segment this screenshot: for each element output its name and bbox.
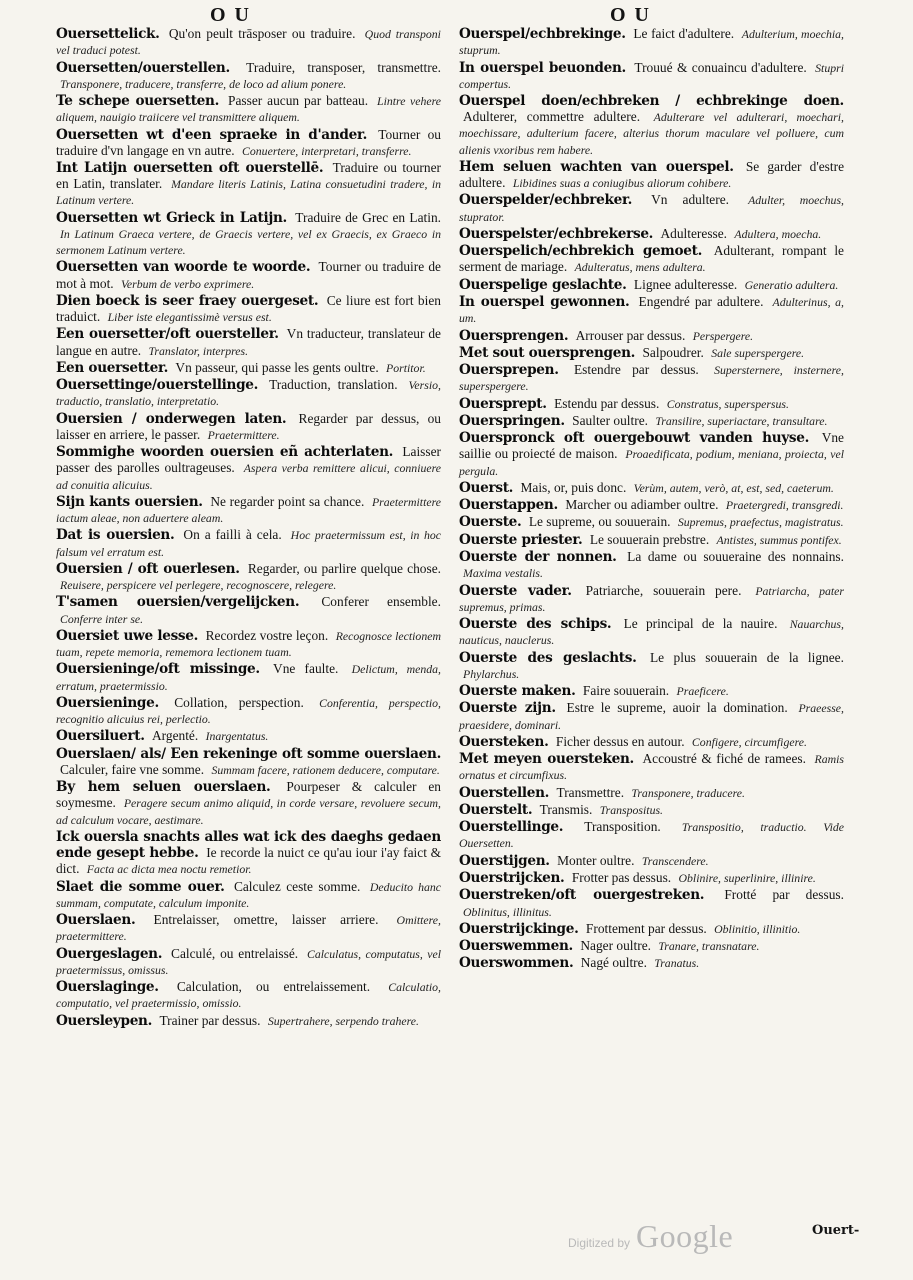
dictionary-entry (56, 912, 441, 944)
french-definition: Le principal de la nauire. (623, 616, 778, 632)
dictionary-entry (459, 93, 844, 158)
headword: Ouerstellinge. (459, 819, 564, 836)
catchword: Ouert- (812, 1223, 860, 1238)
latin-equivalent: Oblinitio, illinitio. (714, 921, 801, 936)
french-definition: Entrelaisser, omettre, laisser arriere. (153, 912, 379, 928)
headword: Ouerslaginge. (56, 979, 159, 996)
latin-equivalent: Liber iste elegantissimè versus est. (107, 310, 272, 325)
french-definition: Collation, perspection. (174, 694, 304, 710)
dictionary-entry (56, 26, 441, 58)
latin-equivalent: Hoc praetermissum est, in hoc falsum vel erratum est. (56, 528, 441, 559)
headword: Ouerslaen. (56, 912, 136, 929)
headword: Ouersiluert. (56, 728, 145, 745)
headword: Ouerswemmen. (459, 938, 573, 955)
dictionary-entry (459, 413, 844, 429)
headword: Ouersiet uwe lesse. (56, 627, 199, 644)
dictionary-entry (459, 226, 844, 242)
latin-equivalent: Conferentia, perspectio, recognitio alicuius rei, perlectio. (56, 695, 441, 727)
dictionary-entry (56, 661, 441, 693)
headword: Ouerspelich/echbrekich gemoet. (459, 243, 703, 260)
latin-equivalent: Nauarchus, nauticus, nauclerus. (459, 617, 844, 648)
dictionary-entry (459, 583, 844, 615)
dictionary-entry (459, 345, 844, 361)
dictionary-entry (459, 497, 844, 513)
latin-equivalent: Recognosce lectionem tuam, repete memoria, rememora lectionem tuam. (56, 628, 441, 660)
headword: Ouerstreken/oft ouergestreken. (459, 887, 705, 904)
french-definition: Trouué & conuaincu d'adultere. (634, 59, 807, 75)
dictionary-entry (56, 561, 441, 593)
french-definition: Monter oultre. (557, 852, 635, 868)
french-definition: On a failli à cela. (183, 527, 282, 543)
right-column (459, 26, 844, 973)
french-definition: Recordez vostre leçon. (205, 627, 329, 643)
latin-equivalent: Praeesse, praesidere, dominari. (459, 701, 844, 732)
dictionary-entry (459, 532, 844, 548)
dictionary-entry (459, 650, 844, 682)
french-definition: Calculé, ou entrelaissé. (171, 945, 299, 961)
headword: Ouersprengen. (459, 327, 569, 344)
latin-equivalent: Delictum, menda, erratum, praetermissio. (56, 662, 441, 693)
french-definition: Estendre par dessus. (573, 362, 699, 378)
french-definition: Adulterant, rompant le serment de mariage. (459, 243, 844, 275)
french-definition: Ne regarder point sa chance. (210, 493, 365, 509)
headword: Ouerspelige geslachte. (459, 276, 627, 293)
french-definition: Arrouser par dessus. (575, 327, 686, 343)
headword: Ouersprept. (459, 395, 547, 412)
headword: Ouersieninge. (56, 694, 159, 711)
headword: Een ouersetter/oft ouersteller. (56, 326, 279, 343)
dictionary-entry (459, 938, 844, 954)
french-definition: Nagé oultre. (580, 955, 647, 971)
headword: Ouerstelt. (459, 801, 533, 818)
headword: Ouerste maken. (459, 683, 576, 700)
headword: Ouersleypen. (56, 1012, 153, 1029)
latin-equivalent: Calculatio, computatio, vel praetermissio, omissio. (56, 980, 441, 1011)
latin-equivalent: Configere, circumfigere. (691, 734, 807, 749)
headword: Ouerste. (459, 514, 522, 531)
french-definition: Traduire de Grec en Latin. (295, 209, 441, 225)
latin-equivalent: Omittere, praetermittere. (56, 913, 441, 944)
headword: Ouerste des schips. (459, 616, 612, 633)
latin-equivalent: In Latinum Graeca vertere, de Graecis vertere, vel ex Graecis, ex Graeco in sermonem Latinum vertere. (56, 226, 441, 258)
dictionary-entry (56, 60, 441, 92)
dictionary-entry (459, 26, 844, 58)
dictionary-entry (459, 683, 844, 699)
dictionary-entry (56, 293, 441, 325)
dictionary-entry (56, 628, 441, 660)
headword: Te schepe ouersetten. (56, 93, 220, 109)
dictionary-entry (459, 955, 844, 971)
latin-equivalent: Quod transponi vel traduci potest. (56, 27, 441, 58)
headword: T'samen ouersien/vergelijcken. (56, 594, 300, 611)
latin-equivalent: Supremus, praefectus, magistratus. (677, 515, 844, 530)
latin-equivalent: Conuertere, interpretari, transferre. (242, 143, 412, 158)
headword: Hem seluen wachten van ouerspel. (459, 158, 734, 175)
latin-equivalent: Perspergere. (692, 328, 754, 343)
latin-equivalent: Generatio adultera. (744, 277, 839, 292)
french-definition: Vne saillie ou proiecté de maison. (459, 430, 844, 462)
headword: Ouersien / oft ouerlesen. (56, 560, 240, 577)
latin-equivalent: Tranatus. (654, 956, 700, 971)
french-definition: Estendu par dessus. (554, 395, 660, 411)
dictionary-entry (56, 360, 441, 376)
latin-equivalent: Praetergredi, transgredi. (725, 498, 844, 513)
headword: Int Latijn ouersetten oft ouerstellē. (56, 160, 324, 176)
headword: Met sout ouersprengen. (459, 344, 636, 361)
french-definition: Le plus souuerain de la lignee. (649, 649, 844, 665)
headword: Ouerste des geslachts. (459, 649, 637, 666)
headword: Ouergeslagen. (56, 945, 163, 962)
headword: Ouerste der nonnen. (459, 549, 617, 566)
latin-equivalent: Deducito hanc summam, computate, calculum imponite. (56, 879, 441, 910)
headword: Sijn kants ouersien. (56, 493, 203, 510)
french-definition: Passer aucun par batteau. (228, 93, 369, 108)
headword: Ouerste vader. (459, 582, 572, 599)
french-definition: Argenté. (151, 728, 199, 744)
french-definition: Se garder d'estre adultere. (459, 158, 845, 191)
french-definition: Calculation, ou entrelaissement. (176, 979, 371, 995)
latin-equivalent: Inargentatus. (205, 729, 269, 744)
headword: Ouerspelder/echbreker. (459, 192, 633, 209)
latin-equivalent: Maxima vestalis. (463, 566, 543, 581)
french-definition: Vne faulte. (273, 661, 339, 677)
google-digitized-watermark (568, 1218, 733, 1255)
headword: Ouerswommen. (459, 955, 574, 972)
latin-equivalent: Transcendere. (641, 853, 709, 868)
dictionary-entry (459, 243, 844, 275)
latin-equivalent: Aspera verba remittere alicui, conniuere ad conuitia alicuius. (56, 461, 441, 492)
dictionary-entry (56, 259, 441, 291)
latin-equivalent: Adultera, moecha. (734, 226, 822, 241)
latin-equivalent: Adulteratus, mens adultera. (574, 260, 706, 275)
dictionary-entry (459, 751, 844, 783)
dictionary-entry (459, 887, 844, 919)
french-definition: La dame ou souueraine des nonnains. (627, 549, 844, 565)
latin-equivalent: Mandare literis Latinis, Latina consuetudini tradere, in Latinum vertere. (56, 177, 441, 208)
headword: Ouersettinge/ouerstellinge. (56, 377, 259, 394)
headword: Ouerste zijn. (459, 700, 556, 717)
latin-equivalent: Peragere secum animo aliquid, in corde versare, revoluere secum, ad calculum vocare, aestimare. (56, 796, 441, 827)
latin-equivalent: Adulterium, moechia, stuprum. (459, 27, 844, 58)
dictionary-entry (56, 1013, 441, 1029)
latin-equivalent: Supertrahere, serpendo trahere. (267, 1013, 419, 1028)
running-head-right: O U (610, 4, 651, 26)
latin-equivalent: Constratus, superspersus. (666, 396, 789, 411)
headword: Ouerste priester. (459, 531, 583, 548)
dictionary-entry (56, 444, 441, 493)
latin-equivalent: Praetermittere iactum aleae, non aduertere aleam. (56, 494, 441, 526)
headword: Ouersettelick. (56, 26, 160, 42)
dictionary-entry (56, 779, 441, 828)
headword: Dien boeck is seer fraey ouergeset. (56, 292, 319, 309)
dictionary-entry (56, 946, 441, 978)
latin-equivalent: Portitor. (386, 360, 426, 375)
french-definition: Ficher dessus en autour. (555, 733, 685, 749)
dictionary-entry (56, 879, 441, 911)
french-definition: Ie recorde la nuict ce qu'au iour i'ay faict & dict. (56, 845, 442, 877)
dictionary-entry (459, 734, 844, 750)
dictionary-entry (56, 160, 441, 209)
headword: Ouerspelster/echbrekerse. (459, 225, 654, 242)
headword: Ouerspel/echbrekinge. (459, 26, 626, 42)
dictionary-entry (459, 802, 844, 818)
dictionary-entry (56, 594, 441, 626)
french-definition: Calculer, faire vne somme. (60, 761, 205, 777)
latin-equivalent: Transponere, traducere. (631, 785, 745, 800)
dictionary-entry (459, 159, 844, 191)
french-definition: Adulteresse. (660, 225, 728, 241)
french-definition: Accoustré & fiché de ramees. (642, 751, 806, 767)
latin-equivalent: Transpositus. (599, 802, 664, 817)
headword: By hem seluen ouerslaen. (56, 779, 271, 796)
headword: Ouersieninge/oft missinge. (56, 661, 260, 678)
headword: Ouersteken. (459, 733, 549, 750)
french-definition: Traduire, transposer, transmettre. (246, 59, 441, 75)
dictionary-entry (459, 328, 844, 344)
french-definition: Transmis. (539, 801, 593, 817)
french-definition: Traduction, translation. (269, 377, 398, 393)
dictionary-entry (459, 549, 844, 581)
dictionary-entry (56, 411, 441, 443)
dictionary-entry (459, 60, 844, 92)
latin-equivalent: Praetermittere. (207, 427, 280, 442)
headword: Ouerspringen. (459, 412, 565, 429)
dictionary-entry (459, 430, 844, 479)
headword: Ouersprepen. (459, 362, 559, 379)
headword: In ouerspel gewonnen. (459, 294, 630, 310)
french-definition: Conferer ensemble. (321, 594, 441, 610)
french-definition: Ce liure est fort bien traduict. (56, 292, 441, 325)
latin-equivalent: Antistes, summus pontifex. (716, 532, 842, 547)
headword: Een ouersetter. (56, 359, 169, 376)
french-definition: Qu'on peult trāsposer ou traduire. (168, 26, 356, 41)
latin-equivalent: Lintre vehere aliquem, nauigio traiicere vel transmittere aliquem. (56, 94, 441, 125)
latin-equivalent: Tranare, transnatare. (658, 939, 760, 954)
french-definition: Pourpeser & calculer en soymesme. (56, 779, 441, 811)
latin-equivalent: Transilire, superiactare, transultare. (655, 413, 828, 428)
latin-equivalent: Summam facere, rationem deducere, computare. (211, 762, 440, 777)
headword: Ouersetten wt d'een spraeke in d'ander. (56, 126, 367, 143)
latin-equivalent: Verbum de verbo exprimere. (121, 276, 255, 291)
dictionary-entry (459, 480, 844, 496)
french-definition: Lignee adulteresse. (633, 276, 738, 292)
dictionary-entry (56, 695, 441, 727)
latin-equivalent: Sale superspergere. (711, 345, 805, 360)
dictionary-entry (459, 616, 844, 648)
dictionary-entry (459, 277, 844, 293)
dictionary-entry (56, 326, 441, 358)
french-definition: Calculez ceste somme. (233, 878, 361, 894)
dictionary-entry (459, 192, 844, 224)
french-definition: Le faict d'adultere. (633, 26, 735, 41)
latin-equivalent: Translator, interpres. (148, 343, 249, 358)
french-definition: Traduire ou tourner en Latin, translater. (56, 160, 441, 192)
french-definition: Laisser passer des parolles oultrageuses. (56, 444, 441, 476)
latin-equivalent: Stupri compertus. (459, 60, 844, 91)
latin-equivalent: Ramis ornatus et circumfixus. (459, 752, 844, 783)
headword: Ouerstrijcken. (459, 870, 565, 887)
french-definition: Nager oultre. (580, 938, 651, 954)
latin-equivalent: Libidines suas a coniugibus aliorum cohibere. (512, 176, 732, 191)
headword: Ouerst. (459, 479, 514, 496)
headword: Ouerspronck oft ouergebouwt vanden huyse. (459, 430, 810, 447)
french-definition: Adulterer, commettre adultere. (463, 109, 641, 125)
latin-equivalent: Adulterare vel adulterari, moechari, moechissare, adulterium facere, alterius thorum maculare vel polluere, cum alienis vxoribus rem habere. (459, 110, 844, 157)
headword: Ouerspel doen/echbreken / echbrekinge doen. (459, 93, 844, 109)
dictionary-entry (459, 853, 844, 869)
headword: Sommighe woorden ouersien eñ achterlaten. (56, 444, 394, 461)
french-definition: Estre le supreme, auoir la domination. (566, 700, 788, 716)
latin-equivalent: Conferre inter se. (60, 611, 144, 626)
dictionary-entry (459, 785, 844, 801)
french-definition: Salpoudrer. (642, 344, 704, 360)
dictionary-entry (56, 127, 441, 159)
latin-equivalent: Phylarchus. (463, 666, 520, 681)
dictionary-entry (459, 362, 844, 394)
french-definition: Vn adultere. (651, 192, 729, 208)
dictionary-entry (56, 527, 441, 559)
headword: Ouerstijgen. (459, 852, 550, 869)
french-definition: Vn passeur, qui passe les gents oultre. (175, 359, 379, 375)
dictionary-entry (56, 377, 441, 409)
french-definition: Tourner ou traduire de mot à mot. (56, 259, 441, 291)
dictionary-entry (459, 514, 844, 530)
dictionary-entry (459, 396, 844, 412)
headword: Ouerslaen/ als/ Een rekeninge oft somme ouerslaen. (56, 745, 441, 762)
french-definition: Le souuerain prebstre. (589, 531, 710, 547)
latin-equivalent: Patriarcha, pater supremus, primas. (459, 583, 844, 614)
latin-equivalent: Reuisere, perspicere vel perlegere, recognoscere, relegere. (60, 578, 337, 593)
headword: Ick ouersla snachts alles wat ick des daeghs gedaen ende gesept hebbe. (56, 828, 441, 862)
french-definition: Transmettre. (556, 784, 625, 800)
watermark-prefix: Digitized by (568, 1236, 631, 1250)
french-definition: Frotté par dessus. (724, 887, 844, 903)
latin-equivalent: Praeficere. (676, 684, 729, 699)
google-logo: Google (636, 1218, 734, 1254)
dictionary-entry (459, 700, 844, 732)
french-definition: Regarder par dessus, ou laisser en arriere, le passer. (56, 410, 441, 442)
headword: Ouersetten/ouerstellen. (56, 59, 230, 76)
dictionary-entry (56, 746, 441, 778)
headword: Ouersien / onderwegen laten. (56, 410, 287, 427)
dictionary-entry (56, 728, 441, 744)
dictionary-entry (56, 494, 441, 526)
latin-equivalent: Transponere, traducere, transferre, de loco ad alium ponere. (60, 76, 347, 91)
latin-equivalent: Calculatus, computatus, vel praetermissus, omissus. (56, 946, 441, 977)
french-definition: Tourner ou traduire d'vn langage en vn autre. (56, 126, 441, 158)
latin-equivalent: Transpositio, traductio. Vide Ouersetten. (459, 820, 844, 851)
running-head-left: O U (210, 4, 251, 26)
dictionary-entry (459, 921, 844, 937)
left-column (56, 26, 441, 1030)
french-definition: Saulter oultre. (572, 412, 648, 428)
latin-equivalent: Adulterinus, a, um. (459, 295, 844, 326)
headword: Ouerstappen. (459, 497, 558, 514)
latin-equivalent: Proaedificata, podium, meniana, proiecta, vel pergula. (459, 447, 844, 478)
latin-equivalent: Supersternere, insternere, superspergere. (459, 363, 844, 394)
french-definition: Mais, or, puis donc. (520, 479, 627, 495)
dictionary-entry (56, 210, 441, 259)
headword: Ouersetten wt Grieck in Latijn. (56, 209, 287, 226)
french-definition: Transposition. (584, 819, 661, 835)
headword: Ouerstrijckinge. (459, 920, 579, 937)
latin-equivalent: Versio, traductio, translatio, interpretatio. (56, 378, 441, 409)
french-definition: Regarder, ou parlire quelque chose. (247, 560, 441, 576)
latin-equivalent: Verùm, autem, verò, at, est, sed, caeterum. (633, 480, 834, 495)
french-definition: Frottement par dessus. (585, 920, 707, 936)
latin-equivalent: Facta ac dicta mea noctu remetior. (86, 862, 252, 877)
headword: Dat is ouersien. (56, 527, 175, 544)
headword: Met meyen ouersteken. (459, 751, 634, 768)
french-definition: Vn traducteur, translateur de langue en autre. (56, 326, 441, 358)
latin-equivalent: Oblinitus, illinitus. (463, 904, 552, 919)
dictionary-entry (459, 819, 844, 851)
dictionary-entry (56, 93, 441, 125)
french-definition: Marcher ou adiamber oultre. (565, 497, 719, 513)
headword: In ouerspel beuonden. (459, 59, 626, 76)
french-definition: Patriarche, souuerain pere. (585, 582, 742, 598)
latin-equivalent: Oblinire, superlinire, illinire. (678, 871, 816, 886)
headword: Slaet die somme ouer. (56, 878, 225, 895)
dictionary-entry (56, 829, 441, 878)
dictionary-entry (459, 870, 844, 886)
headword: Ouersetten van woorde te woorde. (56, 259, 311, 276)
dictionary-entry (459, 294, 844, 326)
french-definition: Frotter pas dessus. (571, 870, 672, 886)
headword: Ouerstellen. (459, 784, 550, 801)
french-definition: Faire souuerain. (582, 683, 670, 699)
dictionary-entry (56, 979, 441, 1011)
french-definition: Trainer par dessus. (159, 1012, 261, 1028)
french-definition: Engendré par adultere. (638, 294, 764, 309)
french-definition: Le supreme, ou souuerain. (528, 514, 671, 530)
latin-equivalent: Adulter, moechus, stuprator. (459, 193, 844, 224)
